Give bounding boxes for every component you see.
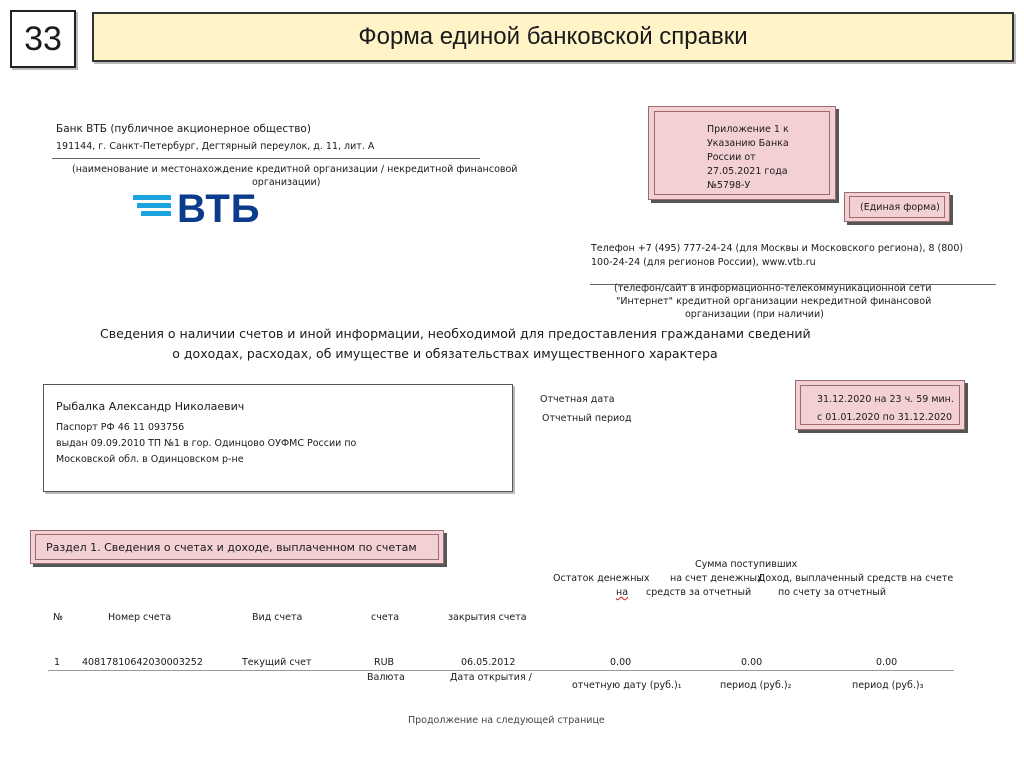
report-date-label: Отчетная дата bbox=[540, 394, 615, 405]
vtb-logo bbox=[133, 187, 263, 237]
bank-caption-2: организации) bbox=[252, 177, 321, 188]
contacts-line-1: Телефон +7 (495) 777-24-24 (для Москвы и Московского региона), 8 (800) bbox=[591, 243, 964, 254]
bank-rule bbox=[52, 158, 480, 159]
col-type: Вид счета bbox=[252, 612, 303, 623]
bank-name: Банк ВТБ (публичное акционерное общество) bbox=[56, 123, 311, 135]
slide-title: Форма единой банковской справки bbox=[92, 12, 1014, 62]
cell-account: 40817810642030003252 bbox=[82, 657, 203, 668]
col-receipts-bottom: период (руб.)₂ bbox=[720, 680, 792, 691]
contacts-line-2: 100-24-24 (для регионов России), www.vtb.ru bbox=[591, 257, 816, 268]
appendix-line-5: №5798-У bbox=[707, 180, 751, 191]
header-income: Доход, выплаченный средств на счете bbox=[758, 573, 954, 584]
appendix-box bbox=[648, 106, 836, 200]
header-balance: Остаток денежных bbox=[553, 573, 650, 584]
contacts-caption-3: организации (при наличии) bbox=[685, 309, 824, 320]
form-heading-line-1: Сведения о наличии счетов и иной информации, необходимой для предоставления гражданами сведений bbox=[100, 326, 811, 341]
contacts-caption-1: (телефон/сайт в информационно-телекоммуникационной сети bbox=[614, 283, 932, 294]
header-sum-received: Сумма поступивших bbox=[695, 559, 798, 570]
cell-no: 1 bbox=[54, 657, 61, 668]
vtb-logo-text: ВТБ bbox=[177, 187, 261, 231]
header-to-account: на счет денежных bbox=[670, 573, 763, 584]
person-box bbox=[43, 384, 513, 492]
header-funds-period: средств за отчетный bbox=[646, 587, 752, 598]
bank-caption-1: (наименование и местонахождение кредитной организации / некредитной финансовой bbox=[72, 164, 518, 175]
col-currency-bottom: Валюта bbox=[367, 672, 405, 683]
unified-form-box bbox=[844, 192, 950, 222]
col-account: Номер счета bbox=[108, 612, 172, 623]
col-no: № bbox=[53, 612, 63, 623]
col-currency-top: счета bbox=[371, 612, 400, 623]
header-on: на bbox=[616, 587, 629, 598]
section-title: Раздел 1. Сведения о счетах и доходе, выплаченном по счетам bbox=[46, 541, 417, 554]
bank-address: 191144, г. Санкт-Петербург, Дегтярный переулок, д. 11, лит. А bbox=[56, 141, 375, 152]
section-box bbox=[30, 530, 444, 564]
continuation-note: Продолжение на следующей странице bbox=[408, 715, 605, 726]
cell-balance: 0.00 bbox=[610, 657, 632, 668]
cell-date: 06.05.2012 bbox=[461, 657, 516, 668]
cell-type: Текущий счет bbox=[242, 657, 312, 668]
vtb-stripes-icon bbox=[133, 195, 171, 219]
appendix-line-3: России от bbox=[707, 152, 756, 163]
report-values-box bbox=[795, 380, 965, 430]
unified-form-label: (Единая форма) bbox=[860, 202, 940, 213]
appendix-line-2: Указанию Банка bbox=[707, 138, 789, 149]
appendix-line-1: Приложение 1 к bbox=[707, 124, 789, 135]
report-date-value: 31.12.2020 на 23 ч. 59 мин. bbox=[817, 394, 954, 405]
appendix-line-4: 27.05.2021 года bbox=[707, 166, 788, 177]
contacts-caption-2: "Интернет" кредитной организации некредитной финансовой bbox=[616, 296, 932, 307]
table-rule bbox=[48, 670, 954, 671]
col-closed-top: закрытия счета bbox=[448, 612, 527, 623]
person-issued-1: выдан 09.09.2010 ТП №1 в гор. Одинцово ОУФМС России по bbox=[56, 438, 357, 449]
col-income-bottom: период (руб.)₃ bbox=[852, 680, 924, 691]
cell-receipts: 0.00 bbox=[741, 657, 763, 668]
cell-income: 0.00 bbox=[876, 657, 898, 668]
header-by-account: по счету за отчетный bbox=[778, 587, 887, 598]
report-period-label: Отчетный период bbox=[542, 413, 632, 424]
report-period-value: с 01.01.2020 по 31.12.2020 bbox=[817, 412, 953, 423]
form-heading-line-2: о доходах, расходах, об имуществе и обязательствах имущественного характера bbox=[172, 346, 718, 361]
cell-currency: RUB bbox=[374, 657, 395, 668]
person-passport: Паспорт РФ 46 11 093756 bbox=[56, 422, 185, 433]
person-name: Рыбалка Александр Николаевич bbox=[56, 400, 245, 413]
slide-number: 33 bbox=[10, 10, 76, 68]
col-balance-bottom: отчетную дату (руб.)₁ bbox=[572, 680, 682, 691]
col-opened-bottom: Дата открытия / bbox=[450, 672, 532, 683]
person-issued-2: Московской обл. в Одинцовском р-не bbox=[56, 454, 244, 465]
